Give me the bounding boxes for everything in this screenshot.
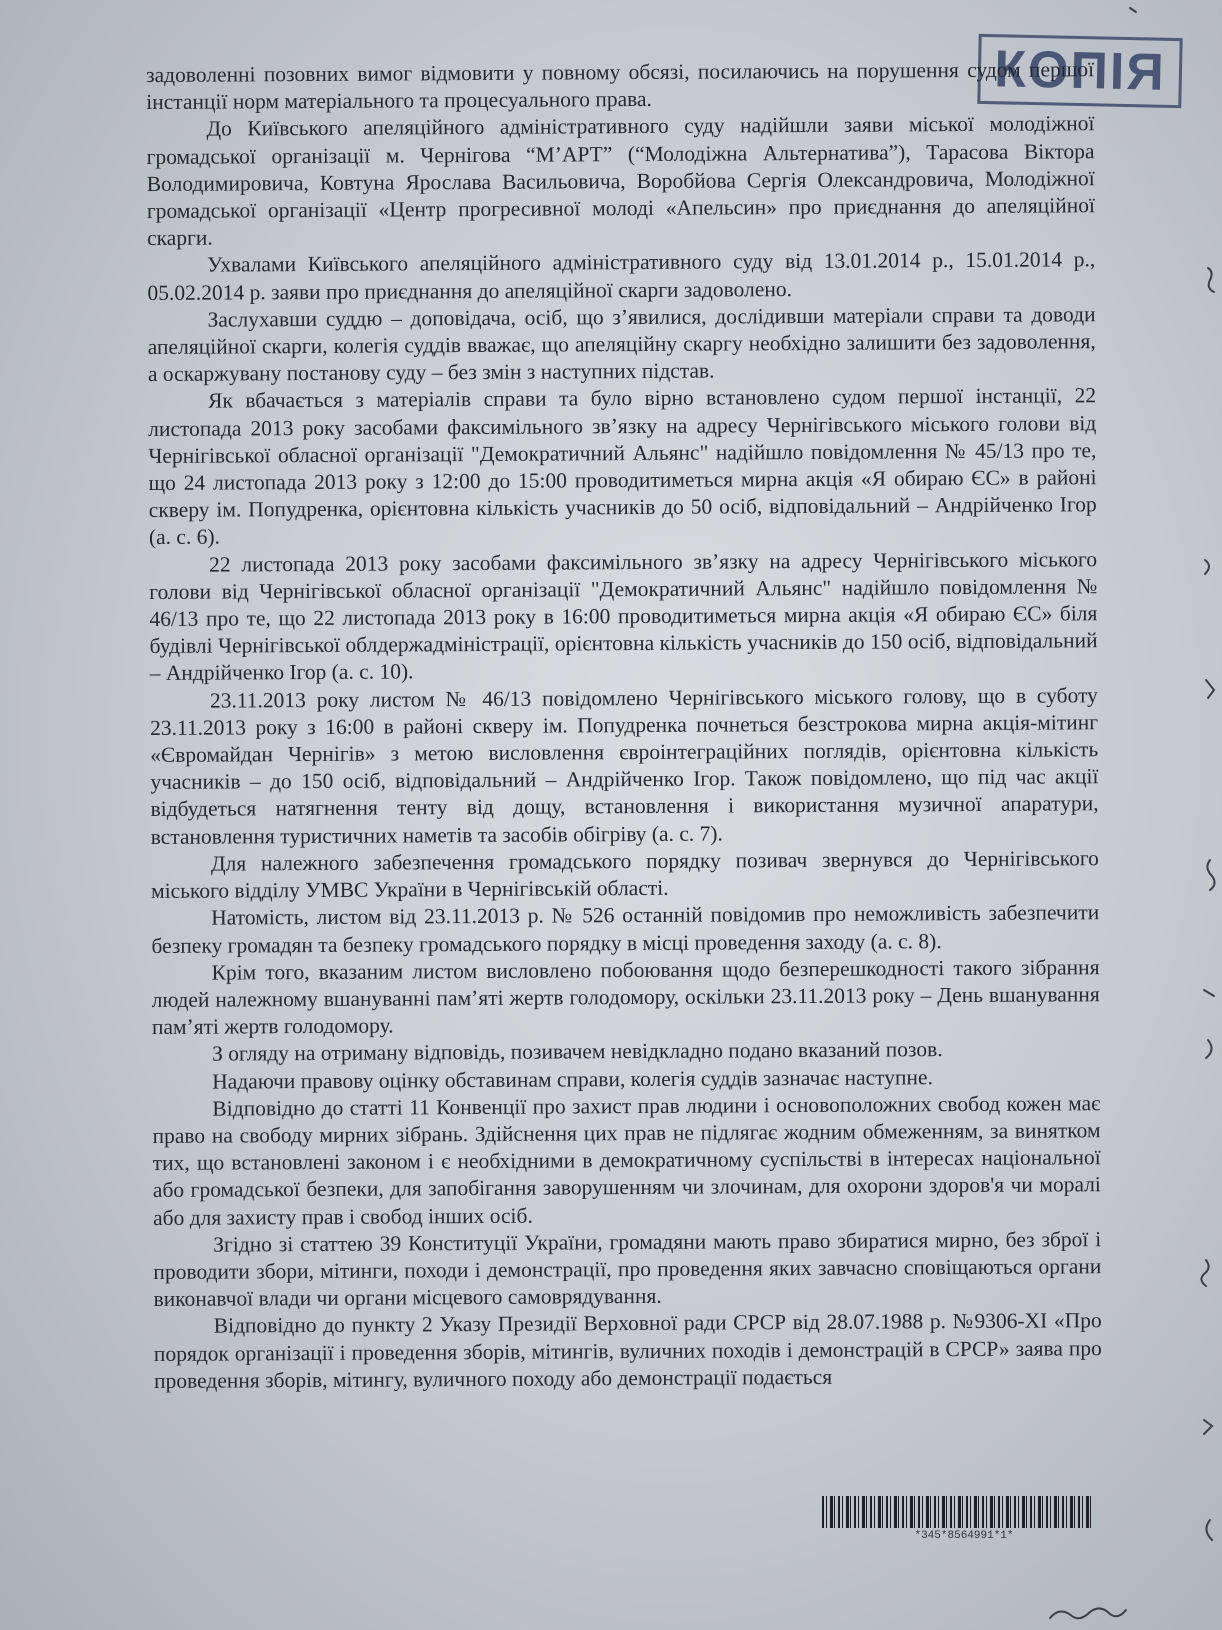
paragraph: задоволенні позовних вимог відмовити у повному обсязі, посилаючись на порушення судом першої інстанції норм матеріального та процесуального права. xyxy=(146,57,1095,115)
paragraph: Крім того, вказаним листом висловлено побоювання щодо безперешкодності такого зібрання людей належному вшануванні пам’яті жертв голодомору, оскільки 23.11.2013 року – День вшанування пам’яті жертв голодомору. xyxy=(151,954,1100,1040)
paragraph: Заслухавши суддю – доповідача, осіб, що з’явилися, дослідивши матеріали справи та доводи апеляційної скарги, колегія суддів вважає, що апеляційну скаргу необхідно залишити без задоволення, а оскаржувану постанову суду – без змін з наступних підстав. xyxy=(147,302,1096,387)
paragraph: Ухвалами Київського апеляційного адміністративного суду від 13.01.2014 р., 15.01.2014 р., 05.02.2014 р. заяви про приєднання до апеляційної скарги задоволено. xyxy=(147,247,1096,305)
paragraph: 23.11.2013 року листом № 46/13 повідомлено Чернігівського міського голову, що в суботу 23.11.2013 року з 16:00 в районі скверу ім. Попудренка почнеться безстрокова мирна акція-мітинг «Євромайдан Чернігів» з метою висловлення євроінтеграційних поглядів, орієнтовна кількість учасників – до 150 осіб, відповідальний – Андрійченко Ігор. Також повідомлено, що під час акції відбудеться натягнення тенту від дощу, встановлення і використання музичної апаратури, встановлення туристичних наметів та засобів обігріву (а. с. 7). xyxy=(149,682,1099,849)
paragraph: До Київського апеляційного адміністративного суду надійшли заяви міської молодіжної громадської організації м. Чернігова “М’АРТ” (“Молодіжна Альтернатива”), Тарасова Віктора Володимировича, Ковтуна Ярослава Васильовича, Воробйова Сергія Олександровича, Молодіжної громадської організації «Центр прогресивної молоді «Апельсин» про приєднання до апеляційної скарги. xyxy=(146,111,1095,251)
paragraph: Натомість, листом від 23.11.2013 р. № 526 останній повідомив про неможливість забезпечити безпеку громадян та безпеку громадського порядку в місці проведення заходу (а. с. 8). xyxy=(151,900,1100,958)
paragraph: Надаючи правову оцінку обставинам справи, колегія суддів зазначає наступне. xyxy=(212,1064,933,1094)
paragraph: 22 листопада 2013 року засобами факсимільного зв’язку на адресу Чернігівського міського голови від Чернігівської обласної організації "Демократичний Альянс" надійшло повідомлення № 46/13 про те, що 22 листопада 2013 року в 16:00 проводитиметься мирна акція «Я обираю ЄС» біля будівлі Чернігівської облдержадміністрації, орієнтовна кількість учасників до 150 осіб, відповідальний – Андрійченко Ігор (а. с. 10). xyxy=(149,546,1098,686)
paragraph: Як вбачається з матеріалів справи та було вірно встановлено судом першої інстанції, 22 листопада 2013 року засобами факсимільного зв’язку на адресу Чернігівського міського голови від Чернігівської обласної організації "Демократичний Альянс" надійшло повідомлення № 45/13 про те, що 24 листопада 2013 року з 12:00 до 15:00 проводитиметься мирна акція «Я обираю ЄС» в районі скверу ім. Попудренка, орієнтовна кількість учасників до 50 осіб, відповідальний – Андрійченко Ігор (а. с. 6). xyxy=(148,383,1097,550)
paragraph: Для належного забезпечення громадського порядку позивач звернувся до Чернігівського міського відділу УМВС України в Чернігівській області. xyxy=(150,846,1099,904)
paragraph: Відповідно до пункту 2 Указу Президії Верховної ради СРСР від 28.07.1988 р. №9306-XI «Про порядок організації і проведення зборів, мітингів, вуличних походів і демонстрацій в СРСР» заява про проведення зборів, мітингу, вуличного походу або демонстрації подається xyxy=(153,1308,1102,1393)
paragraph: Відповідно до статті 11 Конвенції про захист прав людини і основоположних свобод кожен має право на свободу мирних зібрань. Здійснення цих прав не підлягає жодним обмеженням, за винятком тих, що встановлені законом і є необхідними в демократичному суспільстві в інтересах національної або громадської безпеки, для запобігання заворушенням чи злочинам, для охорони здоров'я чи моралі або для захисту прав і свобод інших осіб. xyxy=(152,1090,1101,1230)
paragraph: З огляду на отриману відповідь, позивачем невідкладно подано вказаний позов. xyxy=(211,1037,943,1066)
copy-stamp-label: КОПІЯ xyxy=(993,40,1167,102)
paragraph: Згідно зі статтею 39 Конституції України, громадяни мають право збиратися мирно, без зброї і проводити збори, мітинги, походи і демонстрації, про проведення яких завчасно сповіщаються органи виконавчої влади чи органи місцевого самоврядування. xyxy=(153,1226,1102,1312)
barcode-number: *345*8564991*1* xyxy=(914,1530,1014,1542)
